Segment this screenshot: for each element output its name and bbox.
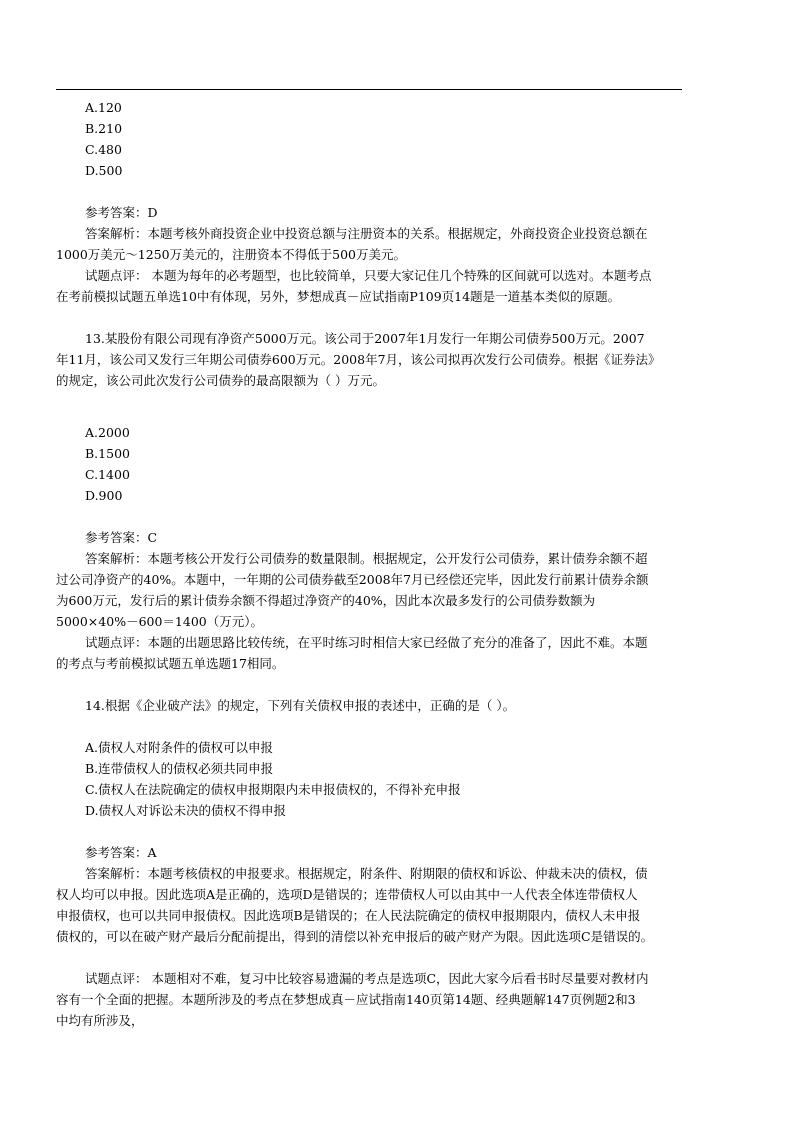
option-c: C.债权人在法院确定的债权申报期限内未申报债权的，不得补充申报 — [85, 782, 461, 797]
comment-line: 的考点与考前模拟试题五单选题17相同。 — [56, 656, 285, 671]
option-d: D.900 — [85, 488, 123, 503]
comment-line: 中均有所涉及， — [56, 1013, 144, 1028]
question-14 — [56, 695, 736, 1031]
option-a: A.120 — [85, 100, 122, 115]
answer: 参考答案：D — [85, 205, 158, 220]
option-a: A.2000 — [85, 425, 130, 440]
comment-line: 试题点评： 本题为每年的必考题型，也比较简单，只要大家记住几个特殊的区间就可以选对。本题考点 — [85, 268, 652, 283]
answer: 参考答案：C — [85, 530, 158, 545]
document-body — [56, 97, 736, 1031]
question-12 — [56, 97, 736, 307]
comment-line: 试题点评：本题的出题思路比较传统，在平时练习时相信大家已经做了充分的准备了，因此不难。本题 — [85, 635, 648, 650]
option-d: D.债权人对诉讼未决的债权不得申报 — [85, 803, 287, 818]
analysis-line: 为600万元，发行后的累计债券余额不得超过净资产的40%，因此本次最多发行的公司债券数额为 — [56, 593, 596, 608]
question-stem: 13.某股份有限公司现有净资产5000万元。该公司于2007年1月发行一年期公司债券500万元。2007 — [85, 331, 645, 346]
header-rule — [56, 89, 682, 90]
comment-line: 容有一个全面的把握。本题所涉及的考点在梦想成真－应试指南140页第14题、经典题解147页例题2和3 — [56, 992, 636, 1007]
analysis-line: 债权的，可以在破产财产最后分配前提出，得到的清偿以补充申报后的破产财产为限。因此选项C是错误的。 — [56, 929, 654, 944]
analysis-line: 答案解析：本题考核债权的申报要求。根据规定，附条件、附期限的债权和诉讼、仲裁未决的债权，债 — [85, 866, 648, 881]
answer: 参考答案：A — [85, 845, 157, 860]
comment-line: 在考前模拟试题五单选10中有体现，另外，梦想成真－应试指南P109页14题是一道基本类似的原题。 — [56, 289, 621, 304]
analysis-line: 过公司净资产的40%。本题中，一年期的公司债券截至2008年7月已经偿还完毕，因此发行前累计债券余额 — [56, 572, 649, 587]
question-13 — [56, 328, 736, 674]
option-b: B.210 — [85, 121, 123, 136]
question-stem: 的规定，该公司此次发行公司债券的最高限额为（ ）万元。 — [56, 373, 385, 388]
option-a: A.债权人对附条件的债权可以申报 — [85, 740, 274, 755]
analysis-line: 答案解析：本题考核公开发行公司债券的数量限制。根据规定，公开发行公司债券，累计债券余额不超 — [85, 551, 648, 566]
option-c: C.1400 — [85, 467, 130, 482]
analysis-line: 1000万美元～1250万美元的，注册资本不得低于500万美元。 — [56, 247, 406, 262]
option-d: D.500 — [85, 163, 123, 178]
analysis-line: 申报债权，也可以共同申报债权。因此选项B是错误的；在人民法院确定的债权申报期限内，债权人未申报 — [56, 908, 641, 923]
analysis-line: 权人均可以申报。因此选项A是正确的，选项D是错误的；连带债权人可以由其中一人代表全体连带债权人 — [56, 887, 638, 902]
question-stem: 年11月，该公司又发行三年期公司债券600万元。2008年7月，该公司拟再次发行公司债券。根据《证券法》 — [56, 352, 661, 367]
option-b: B.连带债权人的债权必须共同申报 — [85, 761, 274, 776]
question-stem: 14.根据《企业破产法》的规定，下列有关债权申报的表述中，正确的是（ ）。 — [85, 698, 516, 713]
analysis-line: 5000×40%－600＝1400（万元）。 — [56, 614, 263, 629]
option-b: B.1500 — [85, 446, 130, 461]
analysis-line: 答案解析：本题考核外商投资企业中投资总额与注册资本的关系。根据规定，外商投资企业投资总额在 — [85, 226, 648, 241]
option-c: C.480 — [85, 142, 122, 157]
comment-line: 试题点评： 本题相对不难，复习中比较容易遗漏的考点是选项C，因此大家今后看书时尽量要对教材内 — [85, 971, 649, 986]
